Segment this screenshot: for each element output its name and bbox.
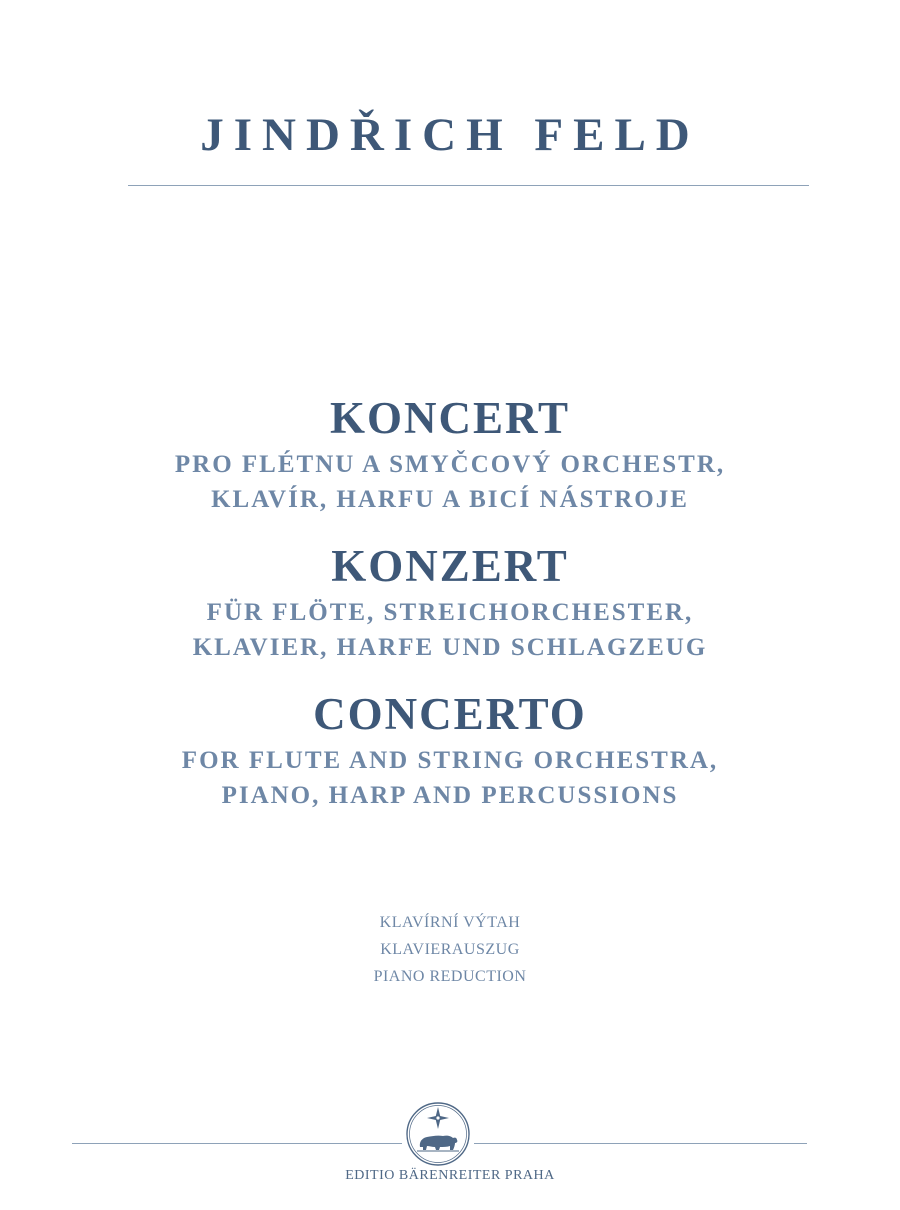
edition-type-german: KLAVIERAUSZUG [380,941,520,958]
subtitle-english-line-1: FOR FLUTE AND STRING ORCHESTRA, [181,747,719,774]
publisher-name: EDITIO BÄRENREITER PRAHA [345,1168,555,1183]
bottom-rule-left [72,1143,402,1144]
subtitle-czech-line-1: PRO FLÉTNU A SMYČCOVÝ ORCHESTR, [174,451,726,478]
top-rule [128,185,809,186]
title-german: KONZERT [331,541,569,591]
composer-name: JINDŘICH FELD [200,109,700,161]
subtitle-english-line-2: PIANO, HARP AND PERCUSSIONS [221,782,679,809]
subtitle-german-line-1: FÜR FLÖTE, STREICHORCHESTER, [206,599,694,626]
title-english: CONCERTO [313,689,587,739]
title-czech: KONCERT [330,393,570,443]
bottom-rule-right [474,1143,807,1144]
edition-type-czech: KLAVÍRNÍ VÝTAH [379,914,521,931]
subtitle-german-line-2: KLAVIER, HARFE UND SCHLAGZEUG [192,634,708,661]
edition-type-english: PIANO REDUCTION [373,968,527,985]
bear-star-emblem-icon [405,1101,471,1167]
subtitle-czech-line-2: KLAVÍR, HARFU A BICÍ NÁSTROJE [211,486,689,513]
